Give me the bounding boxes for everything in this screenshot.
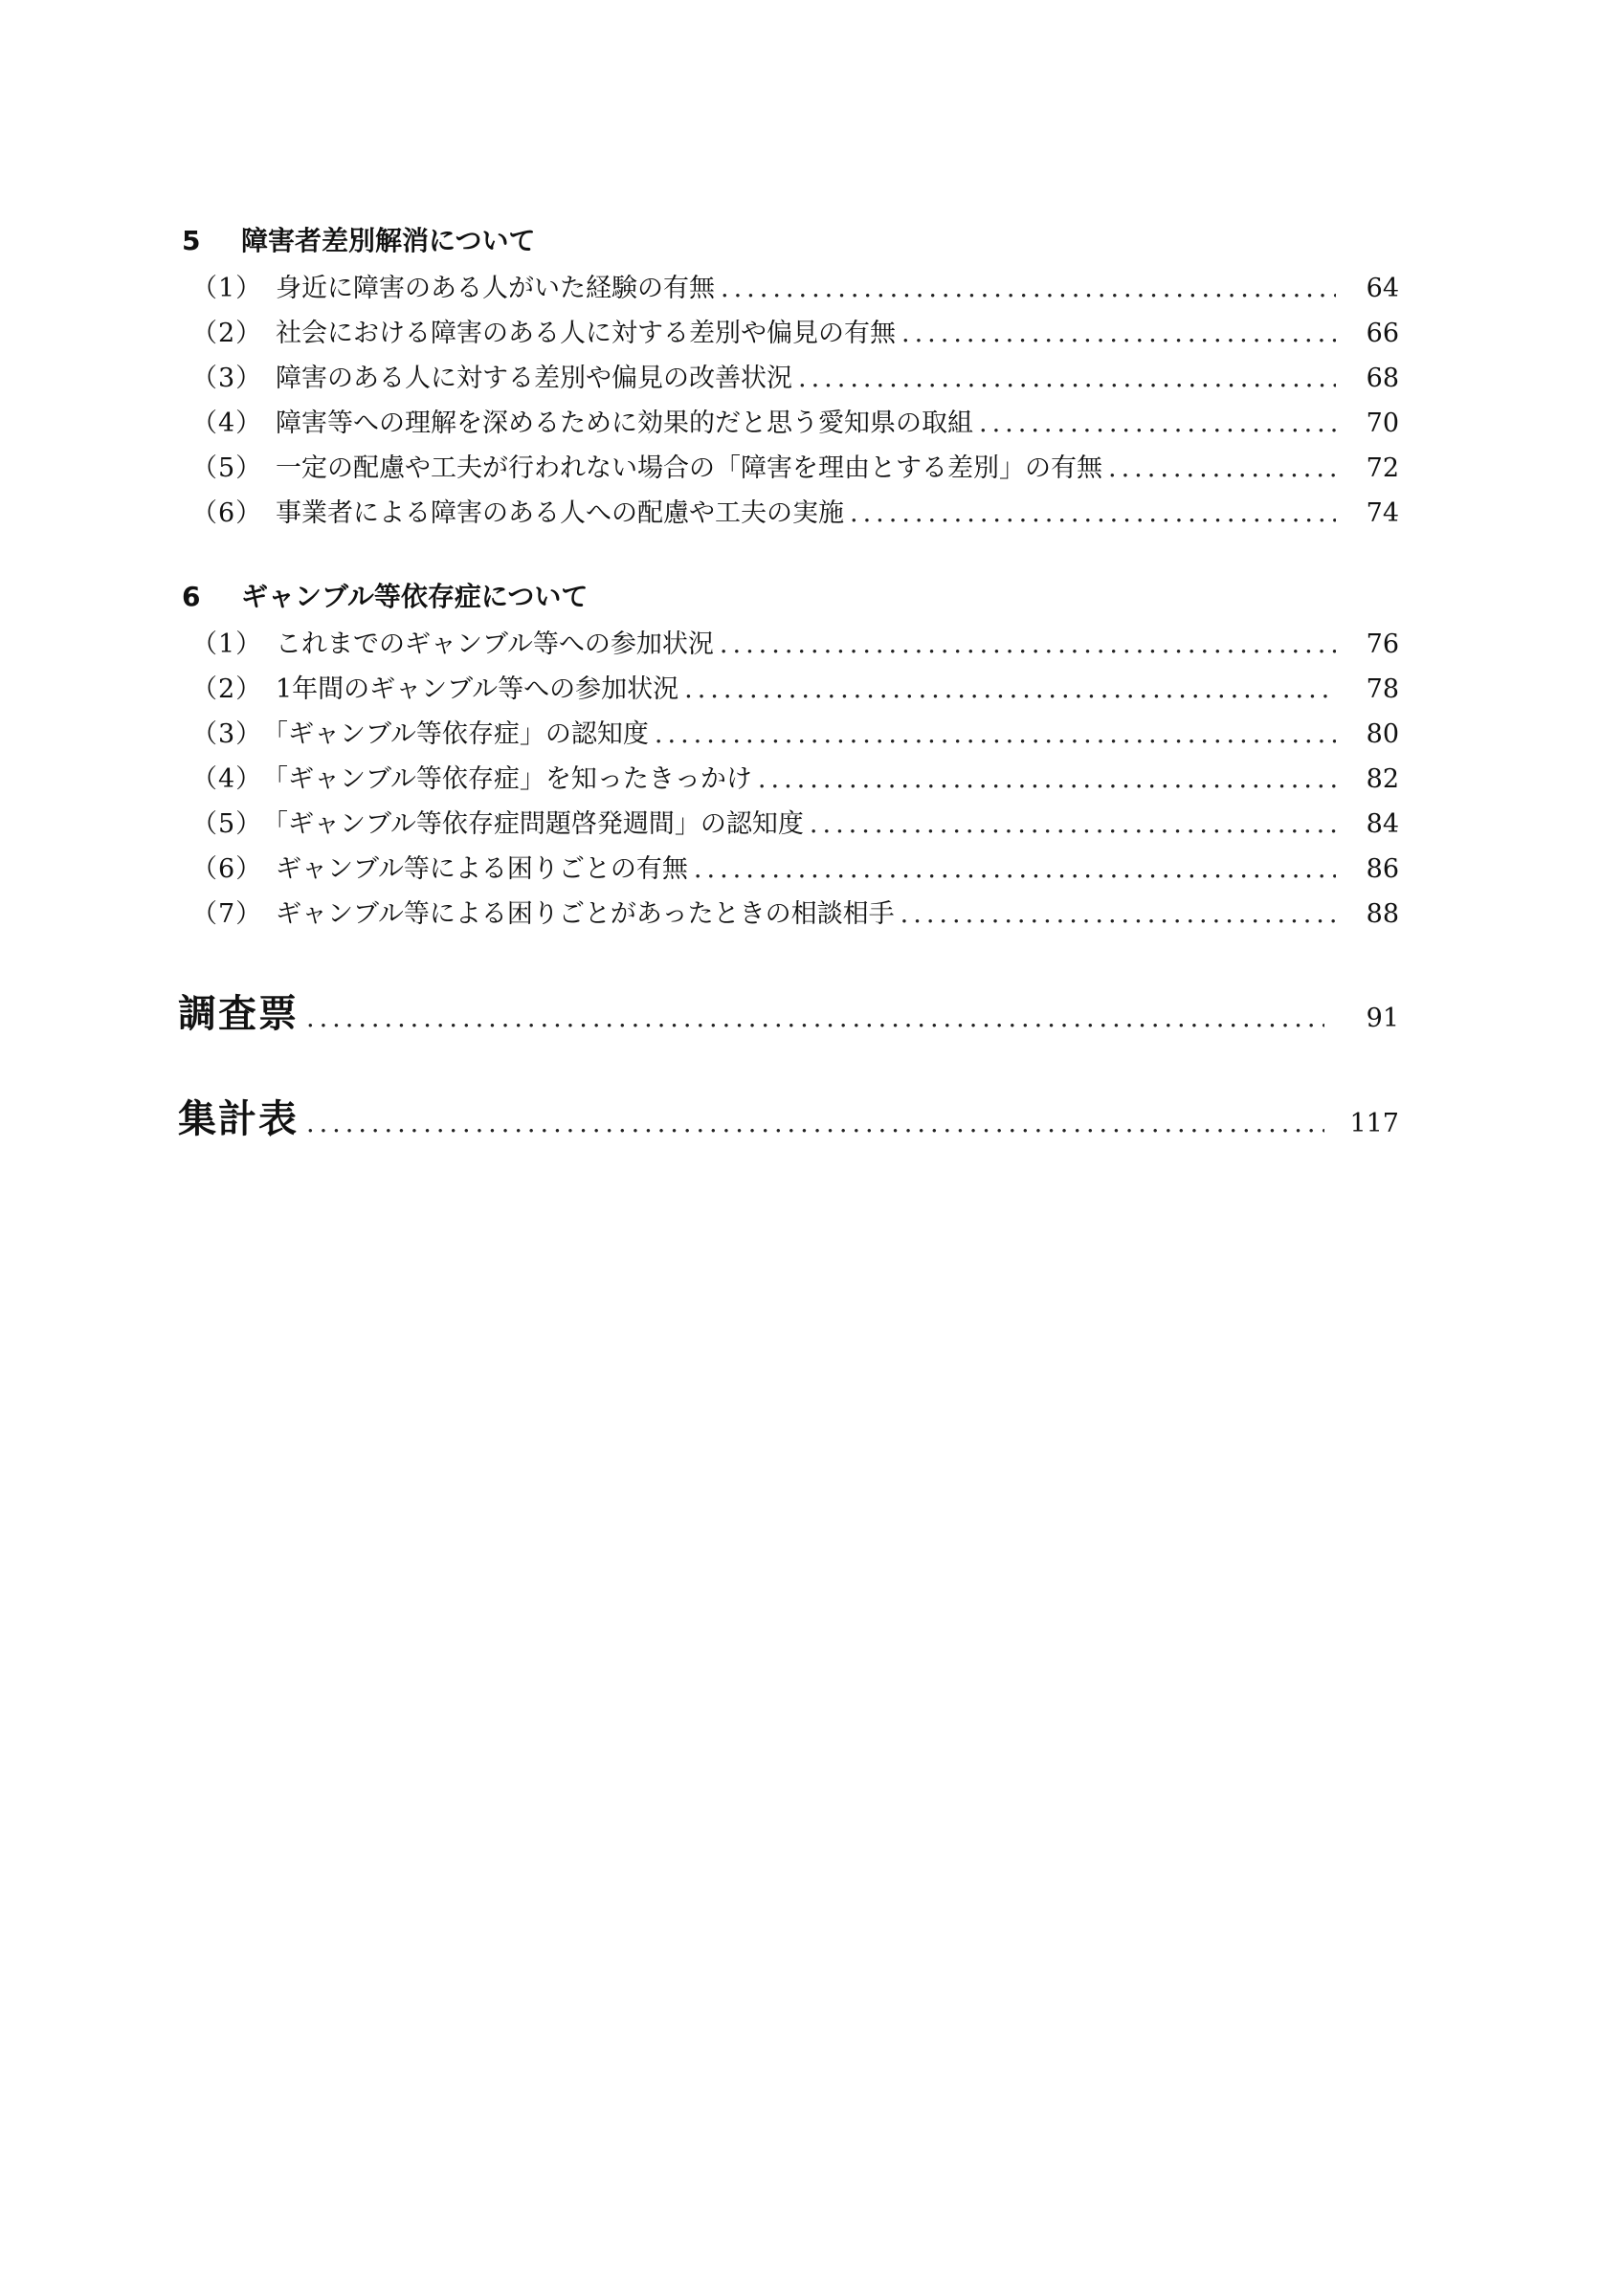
toc-entry-page: 88: [1366, 899, 1399, 929]
dot-leader: [694, 850, 1336, 889]
dot-leader: [850, 495, 1336, 533]
toc-entry-title: 障害のある人に対する差別や偏見の改善状況: [276, 364, 792, 393]
section-5-number: 5: [182, 225, 201, 256]
dot-leader: [720, 626, 1336, 664]
toc-entry-6-5[interactable]: [191, 806, 1399, 844]
toc-entry-page: 66: [1366, 319, 1399, 348]
toc-entry-title: 社会における障害のある人に対する差別や偏見の有無: [276, 319, 896, 348]
survey-page: 91: [1366, 1004, 1399, 1033]
dot-leader: [979, 405, 1336, 443]
toc-entry-title: 「ギャンブル等依存症」を知ったきっかけ: [262, 764, 752, 794]
toc-entry-page: 74: [1366, 498, 1399, 528]
dot-leader: [655, 716, 1336, 754]
toc-entry-6-1[interactable]: [191, 626, 1399, 664]
toc-entry-5-2[interactable]: [191, 315, 1399, 353]
toc-entry-page: 78: [1366, 674, 1399, 704]
toc-entry-6-6[interactable]: [191, 850, 1399, 889]
toc-entry-5-4[interactable]: [191, 405, 1399, 443]
toc-entry-title: 「ギャンブル等依存症問題啓発週間」の認知度: [262, 809, 804, 839]
tables-title: 集計表: [178, 1097, 299, 1141]
toc-entry-5-3[interactable]: [191, 360, 1399, 398]
toc-entry-index: （2）: [191, 674, 263, 704]
toc-entry-title: 事業者による障害のある人への配慮や工夫の実施: [276, 498, 844, 528]
toc-entry-page: 64: [1366, 274, 1399, 303]
toc-entry-page: 72: [1366, 453, 1399, 483]
toc-entry-title: 障害等への理解を深めるために効果的だと思う愛知県の取組: [276, 408, 973, 438]
toc-entry-index: （4）: [191, 408, 263, 438]
tables-page: 117: [1349, 1109, 1399, 1138]
dot-leader: [900, 895, 1336, 934]
toc-entry-index: （5）: [191, 809, 263, 839]
toc-entry-6-7[interactable]: [191, 895, 1399, 934]
toc-entry-tables[interactable]: [178, 1093, 1399, 1146]
toc-entry-title: ギャンブル等による困りごとがあったときの相談相手: [276, 899, 895, 929]
toc-entry-index: （3）: [191, 364, 263, 393]
section-5-heading: [182, 222, 535, 260]
toc-entry-index: （7）: [191, 899, 263, 929]
toc-entry-page: 68: [1366, 364, 1399, 393]
toc-entry-title: 一定の配慮や工夫が行われない場合の「障害を理由とする差別」の有無: [276, 453, 1102, 483]
dot-leader: [306, 1004, 1324, 1033]
toc-entry-page: 84: [1366, 809, 1399, 839]
toc-entry-page: 70: [1366, 408, 1399, 438]
dot-leader: [798, 360, 1336, 398]
toc-entry-title: 身近に障害のある人がいた経験の有無: [276, 274, 715, 303]
toc-entry-6-4[interactable]: [191, 761, 1399, 799]
toc-entry-index: （5）: [191, 453, 263, 483]
toc-entry-index: （1）: [191, 274, 263, 303]
toc-entry-survey[interactable]: [178, 987, 1399, 1041]
toc-entry-page: 76: [1366, 629, 1399, 659]
dot-leader: [306, 1109, 1324, 1138]
toc-entry-title: これまでのギャンブル等への参加状況: [276, 629, 714, 659]
section-6-title: ギャンブル等依存症について: [241, 581, 589, 612]
toc-entry-title: 1年間のギャンブル等への参加状況: [276, 674, 679, 704]
section-5-title: 障害者差別解消について: [241, 225, 536, 256]
section-6-number: 6: [182, 581, 201, 612]
toc-entry-index: （4）: [191, 764, 263, 794]
toc-entry-5-1[interactable]: [191, 270, 1399, 308]
dot-leader: [1108, 450, 1336, 488]
toc-entry-6-3[interactable]: [191, 716, 1399, 754]
dot-leader: [721, 270, 1336, 308]
toc-entry-index: （6）: [191, 854, 263, 884]
toc-entry-index: （6）: [191, 498, 263, 528]
dot-leader: [901, 315, 1336, 353]
dot-leader: [684, 671, 1336, 709]
dot-leader: [810, 806, 1336, 844]
toc-entry-index: （1）: [191, 629, 263, 659]
toc-entry-title: 「ギャンブル等依存症」の認知度: [262, 719, 649, 749]
toc-entry-6-2[interactable]: [191, 671, 1399, 709]
dot-leader: [758, 761, 1336, 799]
toc-entry-index: （2）: [191, 319, 263, 348]
toc-entry-page: 82: [1366, 764, 1399, 794]
toc-entry-5-5[interactable]: [191, 450, 1399, 488]
toc-entry-5-6[interactable]: [191, 495, 1399, 533]
survey-title: 調査票: [178, 992, 299, 1036]
section-6-heading: [182, 578, 588, 616]
toc-entry-page: 80: [1366, 719, 1399, 749]
toc-entry-page: 86: [1366, 854, 1399, 884]
toc-entry-index: （3）: [191, 719, 263, 749]
toc-entry-title: ギャンブル等による困りごとの有無: [276, 854, 688, 884]
